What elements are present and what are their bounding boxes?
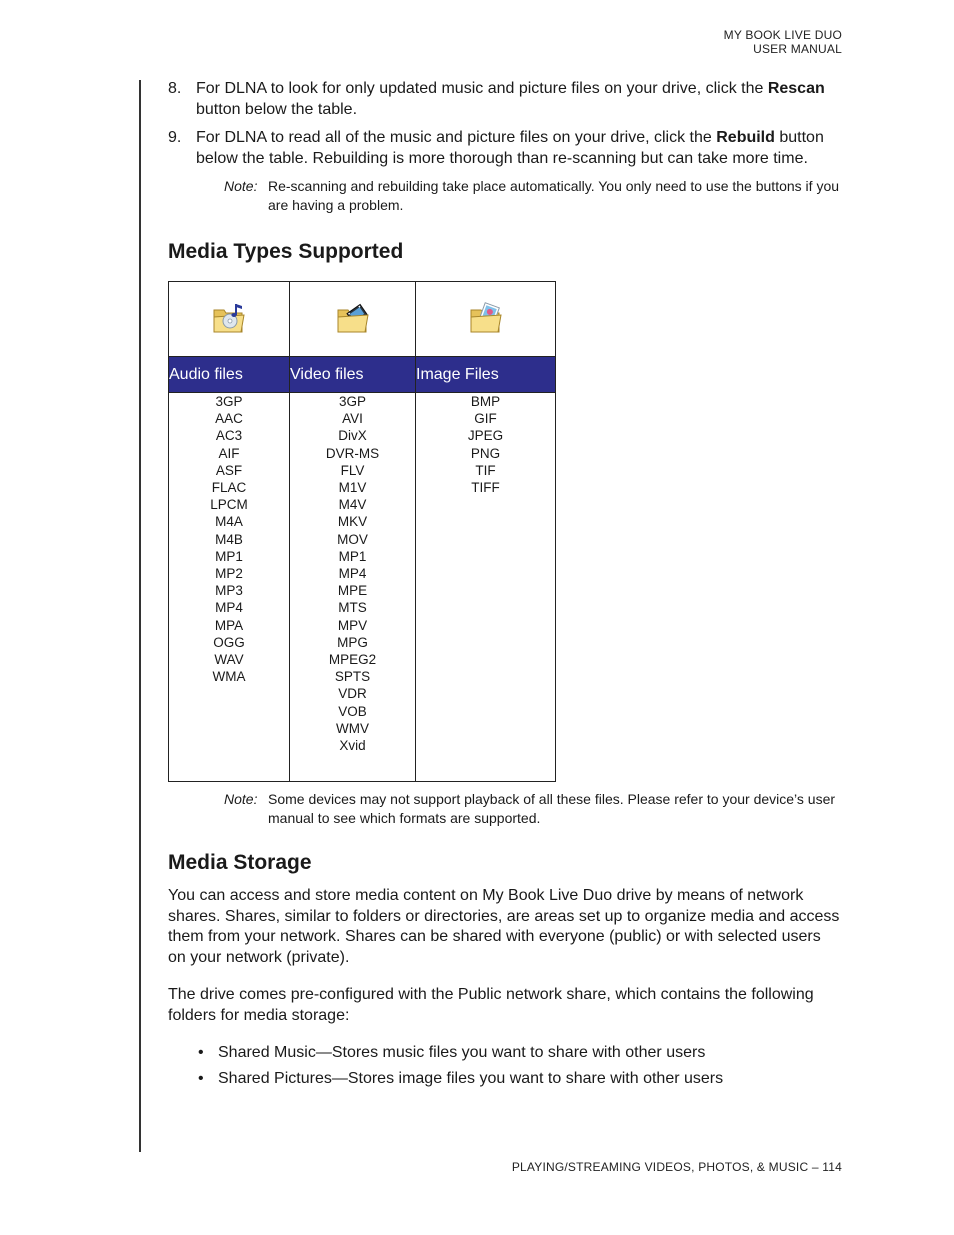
format-item: AIF	[218, 445, 240, 461]
header-image-files: Image Files	[416, 357, 556, 393]
image-folder-icon	[468, 300, 504, 336]
format-item: M4B	[215, 531, 243, 547]
step-bold-rebuild: Rebuild	[716, 129, 775, 146]
running-footer: PLAYING/STREAMING VIDEOS, PHOTOS, & MUSIC – 114	[511, 1160, 842, 1174]
format-item: FLAC	[211, 480, 247, 496]
step-text-before: For DLNA to look for only updated music and picture files on your drive, click the	[196, 80, 768, 97]
format-item: MPEG2	[328, 652, 377, 668]
step-text-after: button below the table. Rebuilding is more thorough than re-scanning but can take more time.	[196, 129, 824, 167]
video-icon-cell	[290, 282, 416, 357]
storage-folder-list	[168, 1043, 842, 1089]
image-formats-list	[416, 393, 555, 496]
bullet-text: Shared Music—Stores music files you want to share with other users	[218, 1044, 706, 1061]
format-item: MP3	[215, 583, 243, 599]
note-rescan	[168, 177, 842, 215]
format-item: MP1	[215, 548, 243, 564]
format-item: VDR	[338, 686, 367, 702]
bullet-icon: •	[198, 1069, 204, 1087]
note-label: Note:	[224, 791, 258, 807]
format-item: TIFF	[471, 480, 500, 496]
format-item: MOV	[337, 531, 368, 547]
storage-paragraph-2: The drive comes pre-configured with the Public network share, which contains the following folders for media storage:	[168, 986, 814, 1024]
format-item: M1V	[338, 480, 367, 496]
format-item: BMP	[470, 394, 501, 409]
format-item: Xvid	[339, 738, 366, 754]
format-item: 3GP	[215, 394, 243, 409]
format-item: MP2	[215, 566, 243, 582]
audio-folder-icon	[211, 300, 247, 336]
header-audio-files: Audio files	[169, 357, 290, 393]
format-item: MP4	[215, 600, 243, 616]
list-item	[168, 1069, 842, 1090]
format-item: MP4	[338, 566, 367, 582]
left-margin-rule	[139, 80, 141, 1152]
note-playback	[168, 790, 842, 828]
section-title-media-types: Media Types Supported	[168, 240, 404, 263]
audio-formats-cell	[169, 393, 290, 782]
format-item: SPTS	[334, 669, 371, 685]
format-item: WAV	[214, 652, 244, 668]
format-item: MTS	[338, 600, 367, 616]
format-item: GIF	[474, 411, 497, 427]
media-types-table	[168, 281, 556, 782]
bullet-icon: •	[198, 1044, 204, 1061]
format-item: ASF	[215, 462, 243, 478]
running-header	[724, 28, 842, 56]
format-item: M4V	[338, 497, 367, 513]
note-label: Note:	[224, 178, 258, 194]
format-item: FLV	[340, 462, 365, 478]
header-video-files: Video files	[290, 357, 416, 393]
video-formats-cell	[290, 393, 416, 782]
step-bold-rescan: Rescan	[767, 80, 825, 97]
section-title-media-storage: Media Storage	[168, 851, 312, 874]
image-formats-cell	[416, 393, 556, 782]
step-8	[168, 79, 842, 120]
video-formats-list	[290, 393, 415, 754]
note-text: Re-scanning and rebuilding take place automatically. You only need to use the buttons if you are having a problem.	[268, 178, 840, 213]
format-item: M4A	[215, 514, 243, 530]
image-icon-cell	[416, 282, 556, 357]
note-text: Some devices may not support playback of all these files. Please refer to your device’s user manual to see which formats are supported.	[268, 791, 836, 826]
bullet-text: Shared Pictures—Stores image files you want to share with other users	[218, 1069, 724, 1087]
format-item: DVR-MS	[325, 445, 380, 461]
format-item: TIF	[475, 462, 496, 478]
format-item: OGG	[213, 634, 245, 650]
table-header-row	[169, 357, 556, 393]
format-item: VOB	[338, 703, 367, 719]
format-item: MPV	[337, 617, 368, 633]
format-item: 3GP	[338, 394, 366, 409]
header-manual: USER MANUAL	[753, 42, 842, 56]
step-text-after: button below the table.	[196, 100, 358, 118]
formats-row	[169, 393, 556, 782]
step-9	[168, 128, 842, 169]
format-item: MP1	[338, 548, 367, 564]
step-number: 8.	[168, 80, 182, 97]
audio-icon-cell	[169, 282, 290, 357]
format-item: MPG	[337, 634, 368, 650]
format-item: AVI	[342, 411, 363, 427]
format-item: DivX	[338, 428, 367, 444]
format-item: AAC	[215, 411, 243, 427]
page-content	[168, 79, 842, 1094]
step-text-before: For DLNA to read all of the music and picture files on your drive, click the	[196, 129, 717, 146]
list-item	[168, 1043, 842, 1064]
audio-formats-list	[169, 393, 289, 685]
step-number: 9.	[168, 129, 182, 146]
format-item: LPCM	[210, 497, 248, 513]
icon-row	[169, 282, 556, 357]
video-folder-icon	[335, 300, 371, 336]
format-item: MPA	[214, 617, 244, 633]
format-item: JPEG	[467, 428, 504, 444]
format-item: AC3	[215, 428, 243, 444]
format-item: WMV	[336, 720, 369, 736]
format-item: PNG	[470, 445, 501, 461]
format-item: WMA	[212, 669, 246, 685]
format-item: MPE	[337, 583, 368, 599]
format-item: MKV	[337, 514, 368, 530]
header-product: MY BOOK LIVE DUO	[723, 28, 842, 42]
storage-paragraph-1: You can access and store media content on My Book Live Duo drive by means of network shares. Shares, similar to folders or directories, are areas set up to organize media and access them from your network. Shares can be shared with everyone (public) or with selected users on your network (private).	[168, 887, 840, 966]
